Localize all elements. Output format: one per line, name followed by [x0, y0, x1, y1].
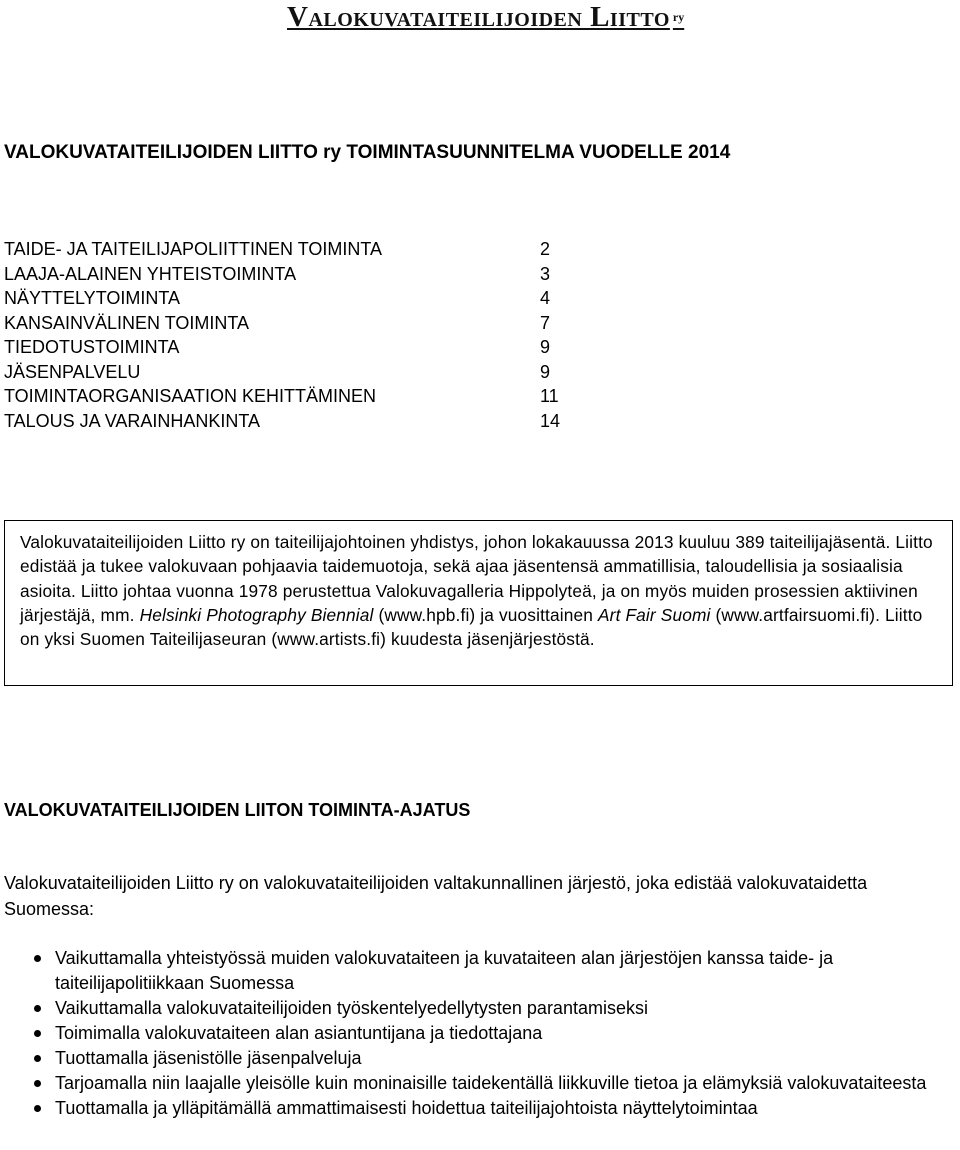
bullet-item — [4, 1046, 934, 1071]
bullet-dot-icon — [34, 1080, 41, 1087]
toc-label: KANSAINVÄLINEN TOIMINTA — [4, 312, 250, 333]
toc-page-number: 9 — [540, 361, 551, 382]
bullet-item — [4, 996, 934, 1021]
bullet-item — [4, 946, 934, 996]
bullet-text: Tuottamalla jäsenistölle jäsenpalveluja — [55, 1048, 362, 1068]
logo-text: Valokuvataiteilijoiden Liitto — [287, 1, 670, 33]
toc-entry — [4, 237, 584, 262]
toc-label: TOIMINTAORGANISAATION KEHITTÄMINEN — [4, 386, 377, 406]
toc-entry — [4, 286, 584, 311]
table-of-contents — [4, 237, 584, 433]
toc-page-number: 14 — [540, 410, 561, 431]
bullet-dot-icon — [34, 1055, 41, 1062]
bullet-dot-icon — [34, 1105, 41, 1112]
intro-box — [4, 520, 953, 686]
toc-page-number: 11 — [540, 386, 559, 406]
toc-page-number: 2 — [540, 239, 551, 259]
toc-entry — [4, 311, 584, 336]
bullet-item — [4, 1096, 934, 1121]
bullet-text: Toimimalla valokuvataiteen alan asiantuntijana ja tiedottajana — [55, 1023, 543, 1043]
bullet-item — [4, 1071, 934, 1096]
intro-italic-art-fair: Art Fair Suomi — [597, 604, 711, 625]
toc-entry — [4, 335, 584, 360]
toc-entry — [4, 409, 584, 434]
toc-entry — [4, 262, 584, 287]
intro-paragraph — [20, 530, 946, 651]
bullet-dot-icon — [34, 1005, 41, 1012]
section-title-mission: VALOKUVATAITEILIJOIDEN LIITON TOIMINTA-AJATUS — [4, 800, 471, 820]
toc-label: JÄSENPALVELU — [4, 361, 141, 382]
bullet-text: Vaikuttamalla valokuvataiteilijoiden työskentelyedellytysten parantamiseksi — [55, 998, 648, 1018]
bullet-dot-icon — [34, 955, 41, 962]
intro-text: Valokuvataiteilijoiden Liitto ry on taiteilijajohtoinen yhdistys, johon lokakauussa 2013 kuuluu 389 taiteilijajäsentä. Liitto edistää ja tukee valokuvaan pohjaavia taidemuotoja, sekä ajaa jäsentensä ammatillisia, taloudellisia ja sosiaalisia asioita. Liitto johtaa vuonna 1978 perustettua Valokuvagalleria Hippolyteä, ja on myös muiden prosessien aktiivinen järjestäjä, mm. — [20, 532, 933, 625]
organization-logo — [287, 1, 685, 33]
bullet-text: Tarjoamalla niin laajalle yleisölle kuin moninaisille taidekentällä liikkuville tietoa ja elämyksiä valokuvataiteesta — [55, 1073, 927, 1093]
bullet-text: Vaikuttamalla yhteistyössä muiden valokuvataiteen ja kuvataiteen alan järjestöjen kanssa taide- ja taiteilijapolitiikkaan Suomessa — [55, 948, 834, 993]
bullet-item — [4, 1021, 934, 1046]
mission-bullet-list — [4, 946, 934, 1121]
mission-lead-paragraph: Valokuvataiteilijoiden Liitto ry on valokuvataiteilijoiden valtakunnallinen järjestö, joka edistää valokuvataidetta Suomessa: — [4, 873, 868, 919]
toc-label: LAAJA-ALAINEN YHTEISTOIMINTA — [4, 263, 297, 284]
intro-text: (www.artfairsuomi.fi). Liitto on yksi Suomen Taiteilijaseuran (www.artists.fi) kuudesta jäsenjärjestöstä. — [20, 604, 923, 650]
intro-text: (www.hpb.fi) ja vuosittainen — [373, 604, 598, 625]
bullet-text: Tuottamalla ja ylläpitämällä ammattimaisesti hoidettua taiteilijajohtoista näyttelytoimintaa — [55, 1098, 758, 1118]
logo-suffix: ry — [672, 10, 685, 24]
document-title: VALOKUVATAITEILIJOIDEN LIITTO ry TOIMINTASUUNNITELMA VUODELLE 2014 — [4, 142, 731, 163]
toc-label: NÄYTTELYTOIMINTA — [4, 288, 181, 308]
toc-label: TALOUS JA VARAINHANKINTA — [4, 410, 261, 431]
toc-page-number: 3 — [540, 263, 551, 284]
toc-page-number: 4 — [540, 288, 551, 308]
toc-page-number: 9 — [540, 337, 551, 357]
toc-page-number: 7 — [540, 312, 551, 333]
toc-label: TIEDOTUSTOIMINTA — [4, 337, 180, 357]
toc-label: TAIDE- JA TAITEILIJAPOLIITTINEN TOIMINTA — [4, 239, 383, 259]
toc-entry — [4, 360, 584, 385]
bullet-dot-icon — [34, 1030, 41, 1037]
toc-entry — [4, 384, 584, 409]
intro-italic-biennial: Helsinki Photography Biennial — [139, 604, 374, 625]
